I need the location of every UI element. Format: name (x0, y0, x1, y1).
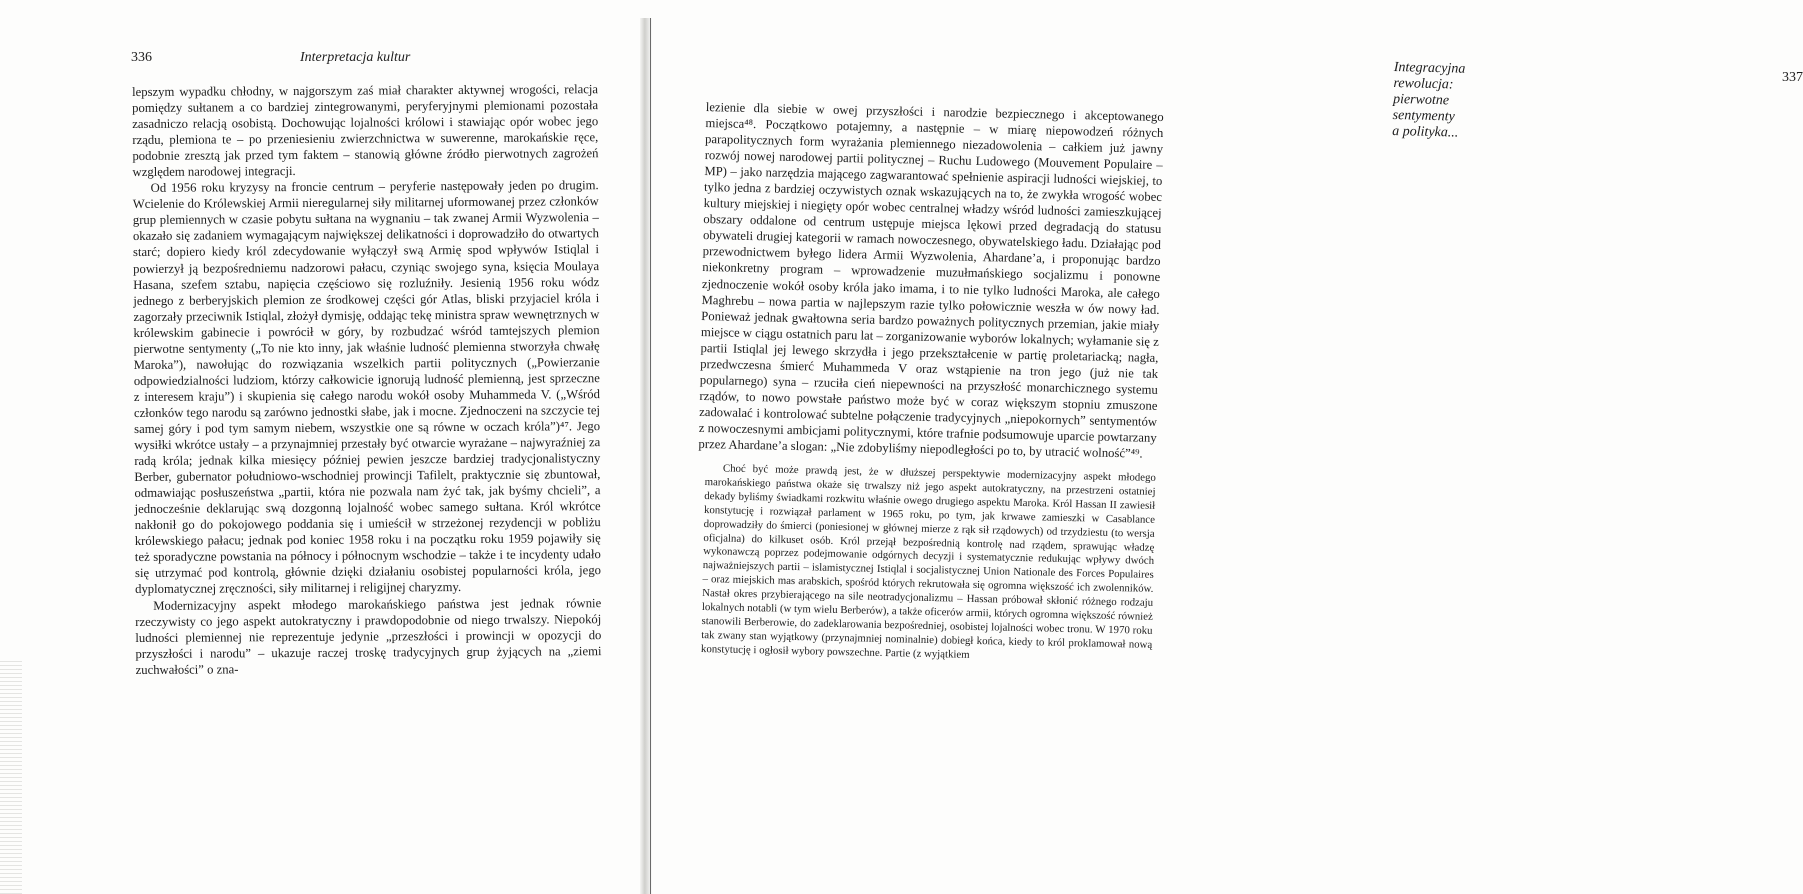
left-page-body (132, 81, 602, 678)
right-page-body (694, 99, 1164, 667)
page-number-left: 336 (131, 50, 152, 65)
running-title-right: Integracyjna rewolucja: pierwotne sentymenty a polityka... (1392, 60, 1466, 141)
page-number-right: 337 (1782, 70, 1803, 85)
left-page (0, 0, 636, 894)
block-quote: Choć być może prawdą jest, że w dłuższej perspektywie modernizacyjny aspekt młodego marokańskiego państwa okaże się trwalszy niż jego aspekt autokratyczny, na przestrzeni ostatniej dekady byliśmy świadkami rozkwitu właśnie owego drugiego aspektu Maroka. Król Hassan II zawiesił konstytucję i rozwiązał parlament w 1965 roku, po tym, jak krwawe zamieszki w Casablance doprowadziły do śmierci (poniesionej w głównej mierze z rąk sił rządowych) od trzydziestu (to wersja oficjalna) do kilkuset osób. Król przejął bezpośrednią kontrolę nad rządem, sprawując władzę wykonawczą poprzez podejmowanie odgórnych decyzji i systematycznie redukując wpływy dwóch najważniejszych partii – islamistycznej Istiqlal i socjalistycznej Union Nationale des Forces Populaires – oraz miejskich mas arabskich, spośród których rekrutowała się ogromna większość ich zwolenników. Nastał okres przybierającego na sile neotradycjonalizmu – Hassan próbował skłonić różnego rodzaju lokalnych notabli (w tym wielu Berberów), a także oficerów armii, których ogromna większość również stanowili Berberowie, do zadeklarowania bezpośredniej, osobistej lojalności wobec tronu. W 1970 roku tak zwany stan wyjątkowy (przynajmniej nominalnie) dobiegł końca, kiedy to król proklamował nową konstytucję i ogłosił wybory powszechne. Partie (z wyjątkiem (700, 462, 1156, 661)
running-title-left: Interpretacja kultur (300, 50, 411, 65)
paragraph: Od 1956 roku kryzysy na froncie centrum – peryferie następowały jeden po drugim. Wcielenie do Królewskiej Armii nieregularnej siły militarnej uformowanej przez członków grup plemiennych w czasie pobytu sułtana na wygnaniu – tak zwanej Armii Wyzwolenia – okazało się zadaniem wymagającym największej delikatności i doprowadziło do otwartych starć; dopiero kiedy król zdecydowanie wyłączył swą Armię spod wpływów Istiqlal i powierzył ją bezpośredniemu nadzorowi pałacu, czyniąc swojego syna, księcia Moulaya Hasana, szefem sztabu, napięcia częściowo się rozluźniły. Jesienią 1956 roku wódz jednego z berberyjskich plemion ze środkowej części gór Atlas, bliski przyjaciel króla i zagorzały przeciwnik Istiqlal, złożył dymisję, oddając tekę ministra spraw wewnętrznych w królewskim gabinecie i powrócił w góry, by rozbudzać wśród tamtejszych plemion pierwotne sentymenty („To nie kto inny, jak właśnie ludność plemienna stworzyła chwałę Maroka”), nawołując do rozwiązania wszelkich partii politycznych („Powierzanie odpowiedzialności ludziom, którzy całkowicie ignorują ludność plemienną, jest sprzeczne z interesem kraju”) i skupienia się całego narodu wokół osoby Muhammeda V. („Wśród członków tego narodu są zarówno jednostki słabe, jak i mocne. Zjednoczeni na szczycie tej samej góry i pod tym samym niebem, wszystkie one są równe w oczach króla”)⁴⁷. Jego wysiłki wkrótce ustały – a przynajmniej przestały być otwarcie wyrażane – najwyraźniej za radą króla; jednak kilka miesięcy później pewien jeszcze bardziej tradycjonalistyczny Berber, gubernator południowo-wschodniej prowincji Tafilelt, praktycznie się zbuntował, odmawiając posłuszeństwa „partii, która nie pozwala nam żyć tak, jak byśmy chcieli”, a jednocześnie deklarując swą dozgonną lojalność wobec samego sułtana. Król wkrótce nakłonił go do pokojowego poddania się i umieścił w strzeżonej rezydencji w pobliżu królewskiego pałacu; jednak pod koniec 1958 roku i na początku roku 1959 pojawiły się też sporadyczne powstania na północy i północnym wschodzie – także i te incydenty udało się utrzymać pod kontrolą, głównie dzięki działaniu osobistej popularności króla, jego dyplomatycznej zręczności, siły militarnej i religijnej charyzmy. (132, 178, 602, 597)
paragraph-continued: lepszym wypadku chłodny, w najgorszym zaś miał charakter aktywnej wrogości, relacja pomiędzy sułtanem a co bardziej zintegrowanymi, peryferyjnymi plemionami pozostała zasadniczo relacją osobistą. Dochowując lojalności królowi i stawiając opór wobec jego rządu, plemiona te – po przeniesieniu zwierzchnictwa w suwerenne, marokańskie ręce, podobnie zresztą jak przed tym faktem – stanowią główne źródło pierwotnych zagrożeń względem narodowej integracji. (132, 82, 599, 180)
paragraph-continued: lezienie dla siebie w owej przyszłości i narodzie bezpiecznego i akceptowanego miejsca⁴⁸. Początkowo potajemny, a następnie – w miarę niepowodzeń różnych parapolitycznych form wyrażania plemiennego niezadowolenia – całkiem już jawny rozwój nowej narodowej partii politycznej – Ruchu Ludowego (Mouvement Populaire – MP) – jako narzędzia mającego zagwarantować spełnienie aspiracji ludności wiejskiej, to tylko jedna z bardziej oczywistych oznak wskazujących na to, że zwykła wrogość wobec kultury miejskiej i niegięty opór wobec centralnej władzy wśród ludności zamieszkującej obszary oddalone od centrum ustępuje miejsca lękowi przed degradacją do statusu obywateli drugiej kategorii w ramach nowoczesnego, obywatelskiego ładu. Działając pod przewodnictwem byłego lidera Armii Wyzwolenia, Ahardane’a, i proponując bardzo niekonkretny program – wprowadzenie muzułmańskiego socjalizmu i ponowne zjednoczenie wokół osoby króla jako imama, i to nie tylko ludności Maroka, ale całego Maghrebu – nowa partia w najlepszym razie tylko połowicznie weszła w ów nowy ład. Ponieważ jednak gwałtowna seria bardzo poważnych politycznych przemian, jakie miały miejsce w ciągu ostatnich paru lat – zorganizowanie wyborów lokalnych; wyłamanie się z partii Istiqlal jej lewego skrzydła i jego przekształcenie w partię proletariacką; nagła, przedwczesna śmierć Muhammeda V oraz wstąpienie na tron jego (już nie tak popularnego) syna – rzuciła cień niepewności na przyszłość monarchicznego systemu rządów, to nowo powstałe państwo może być w coraz większym stopniu zmuszone zadowalać i kontrolować subtelne połączenie tradycyjnych „niepokornych” sentymentów z nowoczesnymi ambicjami politycznymi, które trafnie podsumowuje uparcie powtarzany przez Ahardane’a slogan: „Nie zdobyliśmy niepodległości po to, by utracić wolność”⁴⁹. (698, 99, 1164, 461)
paragraph: Modernizacyjny aspekt młodego marokańskiego państwa jest jednak równie rzeczywisty co jego aspekt autokratyczny i prawdopodobnie od niego trwalszy. Niepokój ludności plemiennej nie reprezentuje jedynie „przeszłości i prowincji w opozycji do przyszłości i narodu” – ukazuje raczej troskę tradycyjnych grup żyjących na „ziemi zuchwałości” o zna- (135, 595, 602, 677)
